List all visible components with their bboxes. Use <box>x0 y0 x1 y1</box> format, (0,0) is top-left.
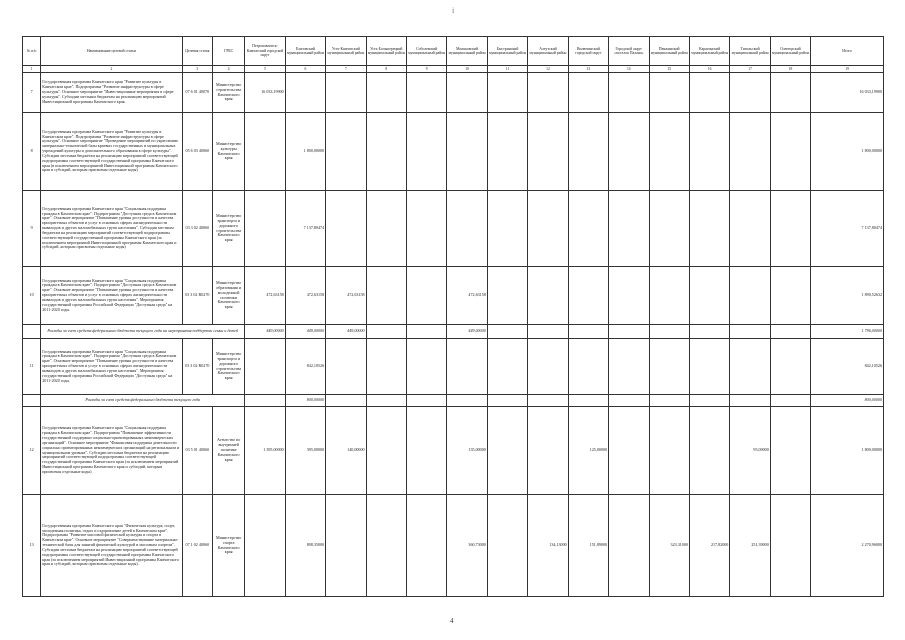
amount-cell <box>528 339 568 395</box>
amount-cell <box>487 267 527 325</box>
total-cell: 16 033,19900 <box>811 73 884 113</box>
amount-cell <box>487 325 527 339</box>
amount-cell <box>568 395 608 407</box>
amount-cell: 449,00000 <box>245 325 285 339</box>
amount-cell <box>770 395 810 407</box>
column-number-cell: 7 <box>326 66 366 73</box>
grbs-cell: Министерство строительства Камчатского края <box>212 73 244 113</box>
amount-cell <box>770 191 810 267</box>
table-row <box>23 339 884 395</box>
amount-cell: 95,00000 <box>730 407 770 495</box>
header-cell: Итого <box>811 37 884 66</box>
amount-cell <box>770 495 810 597</box>
header-cell: Елизовский муниципальный район <box>285 37 325 66</box>
description-cell: Государственная программа Камчатского края "Развитие культуры в Камчатском крае". Подпрограмма "Развитие инфраструктуры в сфере культуры". Основное мероприятие "Инвестиционные мероприятия в сфере культуры". Субсидии местным бюджетам на реализацию мероприятий Инвестиционной программы Камчатского края. <box>41 73 182 113</box>
amount-cell <box>689 407 729 495</box>
amount-cell <box>487 73 527 113</box>
total-cell: 7 137,80474 <box>811 191 884 267</box>
amount-cell <box>689 73 729 113</box>
amount-cell <box>568 325 608 339</box>
description-cell: Государственная программа Камчатского края "Физическая культура, спорт, молодежная политика, отдых и оздоровление детей в Камчатском крае". Подпрограмма "Развитие массовой физической культуры и спорта в Камчатском крае". Основное мероприятие "Совершенствование материально-технической базы для занятий физической культурой и массовым спортом". Субсидии местным бюджетам на реализацию мероприятий соответствующей подпрограммы соответствующей государственной программы Камчатского края (за исключением мероприятий Инвестиционной программы Камчатского края и субсидий, которым присвоены отдельные коды). <box>41 495 182 597</box>
amount-cell <box>447 113 487 191</box>
amount-cell <box>730 113 770 191</box>
column-number-cell: 12 <box>528 66 568 73</box>
amount-cell <box>649 267 689 325</box>
amount-cell <box>326 495 366 597</box>
amount-cell: 472,63158 <box>447 267 487 325</box>
amount-cell: 800,00000 <box>285 395 325 407</box>
amount-cell <box>406 113 446 191</box>
amount-cell <box>366 495 406 597</box>
amount-cell <box>447 191 487 267</box>
header-cell: Мильковский муниципальный район <box>447 37 487 66</box>
amount-cell: 449,00000 <box>326 325 366 339</box>
amount-cell <box>326 339 366 395</box>
amount-cell: 472,63158 <box>326 267 366 325</box>
target-code-cell: 03 3 02 40060 <box>182 191 212 267</box>
amount-cell <box>366 407 406 495</box>
total-cell: 800,00000 <box>811 395 884 407</box>
amount-cell <box>406 395 446 407</box>
total-cell: 1 800,00000 <box>811 407 884 495</box>
amount-cell <box>689 395 729 407</box>
column-number-cell: 1 <box>23 66 41 73</box>
column-number-cell: 16 <box>689 66 729 73</box>
amount-cell <box>609 339 649 395</box>
amount-cell <box>245 339 285 395</box>
row-number-cell: 11 <box>23 339 41 395</box>
column-number-cell: 4 <box>212 66 244 73</box>
amount-cell <box>447 395 487 407</box>
total-cell: 1 796,00000 <box>811 325 884 339</box>
amount-cell <box>447 73 487 113</box>
target-code-cell: 03 3 02 R0270 <box>182 339 212 395</box>
budget-table <box>22 36 884 597</box>
amount-cell <box>649 407 689 495</box>
header-cell: Петропавловск-Камчатский городской округ <box>245 37 285 66</box>
amount-cell <box>689 267 729 325</box>
table-row <box>23 495 884 597</box>
row-number-cell <box>23 395 41 407</box>
amount-cell <box>770 113 810 191</box>
amount-cell <box>447 339 487 395</box>
page-number: 4 <box>450 617 454 625</box>
header-cell: Олюторский муниципальный район <box>770 37 810 66</box>
amount-cell: 808,35000 <box>285 495 325 597</box>
target-code-cell: 03 5 01 40060 <box>182 407 212 495</box>
amount-cell <box>366 267 406 325</box>
amount-cell <box>487 495 527 597</box>
column-number-cell: 13 <box>568 66 608 73</box>
amount-cell <box>568 339 608 395</box>
amount-cell <box>285 73 325 113</box>
amount-cell <box>366 325 406 339</box>
amount-cell <box>487 395 527 407</box>
amount-cell <box>326 191 366 267</box>
amount-cell <box>730 191 770 267</box>
row-number-cell <box>23 325 41 339</box>
column-number-cell: 10 <box>447 66 487 73</box>
amount-cell <box>730 267 770 325</box>
amount-cell <box>326 73 366 113</box>
target-code-cell: 07 6 01 40070 <box>182 73 212 113</box>
amount-cell: 323,31000 <box>649 495 689 597</box>
amount-cell <box>609 407 649 495</box>
column-number-cell: 3 <box>182 66 212 73</box>
amount-cell <box>326 395 366 407</box>
amount-cell: 217,82000 <box>689 495 729 597</box>
amount-cell <box>326 113 366 191</box>
total-cell: 2 270,96000 <box>811 495 884 597</box>
amount-cell <box>609 395 649 407</box>
grbs-cell: Министерство транспорта и дорожного строительства Камчатского края <box>212 339 244 395</box>
column-number-cell: 18 <box>770 66 810 73</box>
subtotal-description-cell: Расходы за счет средств федерального бюджета текущего года <box>41 395 245 407</box>
table-row <box>23 73 884 113</box>
amount-cell <box>609 191 649 267</box>
amount-cell <box>528 191 568 267</box>
description-cell: Государственная программа Камчатского края "Развитие культуры в Камчатском крае". Подпрограмма "Развитие инфраструктуры в сфере культуры". Основное мероприятие "Проведение мероприятий по укреплению материально-технической базы краевых государственных и муниципальных учреждений культуры и дополнительного образования в сфере культуры". Субсидии местным бюджетам на реализацию мероприятий соответствующей подпрограммы соответствующей государственной программы Камчатского края (в исключением мероприятий Инвестиционной программы Камчатского края и субсидий, которым присвоены отдельные коды) <box>41 113 182 191</box>
amount-cell <box>730 73 770 113</box>
amount-cell <box>406 339 446 395</box>
amount-cell <box>245 495 285 597</box>
description-cell: Государственная программа Камчатского края "Социальная поддержка граждан в Камчатском крае". Подпрограмма "Повышение эффективности государственной поддержки социально-ориентированных некоммерческих организаций". Основное мероприятие "Финансовая поддержка деятельности социально ориентированных некоммерческих организаций на региональном и муниципальном уровнях". Субсидии местным бюджетам на реализацию мероприятий соответствующей подпрограммы соответствующей государственной программы Камчатского края (за исключением мероприятий Инвестиционной программы Камчатского края и субсидий, которым присвоены отдельные коды) <box>41 407 182 495</box>
row-number-cell: 13 <box>23 495 41 597</box>
amount-cell <box>689 113 729 191</box>
amount-cell <box>528 267 568 325</box>
grbs-cell: Министерство транспорта и дорожного строительства Камчатского края <box>212 191 244 267</box>
column-number-cell: 14 <box>609 66 649 73</box>
table-row <box>23 191 884 267</box>
amount-cell <box>568 73 608 113</box>
amount-cell: 251,39000 <box>730 495 770 597</box>
grbs-cell: Министерство спорта Камчатского края <box>212 495 244 597</box>
amount-cell <box>487 113 527 191</box>
grbs-cell: Министерство образования и молодежной политики Камчатского края <box>212 267 244 325</box>
amount-cell <box>366 395 406 407</box>
amount-cell <box>730 395 770 407</box>
column-number-row <box>23 66 884 73</box>
header-cell: № п/п <box>23 37 41 66</box>
row-number-cell: 12 <box>23 407 41 495</box>
amount-cell: 7 137,80474 <box>285 191 325 267</box>
grbs-cell: Агентство по внутренней политике Камчатского края <box>212 407 244 495</box>
page-top-mark: i <box>452 6 455 15</box>
amount-cell <box>609 73 649 113</box>
amount-cell <box>487 339 527 395</box>
amount-cell <box>689 191 729 267</box>
amount-cell: 151,89000 <box>568 495 608 597</box>
table-row <box>23 113 884 191</box>
amount-cell <box>366 191 406 267</box>
target-code-cell: 07 1 02 40060 <box>182 495 212 597</box>
amount-cell: 140,00000 <box>326 407 366 495</box>
amount-cell <box>689 339 729 395</box>
header-cell: Быстринский муниципальный район <box>487 37 527 66</box>
amount-cell <box>649 339 689 395</box>
amount-cell <box>366 113 406 191</box>
target-code-cell: 03 3 02 R0270 <box>182 267 212 325</box>
amount-cell <box>770 407 810 495</box>
header-cell: Вилючинский городской округ <box>568 37 608 66</box>
table-header-row <box>23 37 884 66</box>
header-cell: Наименование целевой статьи <box>41 37 182 66</box>
amount-cell <box>406 191 446 267</box>
column-number-cell: 19 <box>811 66 884 73</box>
header-cell: Пенжинский муниципальный район <box>649 37 689 66</box>
row-number-cell: 8 <box>23 113 41 191</box>
amount-cell <box>528 73 568 113</box>
subtotal-row <box>23 395 884 407</box>
amount-cell <box>568 191 608 267</box>
header-cell: Карагинский муниципальный район <box>689 37 729 66</box>
amount-cell: 449,00000 <box>285 325 325 339</box>
subtotal-description-cell: Расходы за счет средств федерального бюджета текущего года на мероприятия поддержки семьи и детей <box>41 325 245 339</box>
amount-cell <box>770 267 810 325</box>
amount-cell <box>649 73 689 113</box>
column-number-cell: 8 <box>366 66 406 73</box>
row-number-cell: 7 <box>23 73 41 113</box>
amount-cell <box>528 113 568 191</box>
amount-cell: 360,73000 <box>447 495 487 597</box>
header-cell: Соболевский муниципальный район <box>406 37 446 66</box>
amount-cell: 16 033,19900 <box>245 73 285 113</box>
amount-cell <box>487 407 527 495</box>
amount-cell: 134,13000 <box>528 495 568 597</box>
column-number-cell: 17 <box>730 66 770 73</box>
amount-cell: 472,63158 <box>285 267 325 325</box>
amount-cell <box>689 325 729 339</box>
amount-cell <box>366 339 406 395</box>
total-cell: 1 800,00000 <box>811 113 884 191</box>
subtotal-row <box>23 325 884 339</box>
amount-cell <box>406 267 446 325</box>
amount-cell <box>528 325 568 339</box>
column-number-cell: 5 <box>245 66 285 73</box>
amount-cell <box>730 325 770 339</box>
amount-cell: 1 395,00000 <box>245 407 285 495</box>
amount-cell <box>649 191 689 267</box>
amount-cell <box>770 339 810 395</box>
description-cell: Государственная программа Камчатского края "Социальная поддержка граждан в Камчатском крае". Подпрограмма "Доступная среда в Камчатском крае". Основное мероприятие "Повышение уровня доступности и качества приоритетных объектов и услуг в основных сферах жизнедеятельности инвалидов и других маломобильных групп населения". Субсидии местным бюджетам на реализацию мероприятий соответствующей подпрограммы соответствующей государственной программы Камчатского края (за исключением мероприятий Инвестиционной программы Камчатского края и субсидий, которым присвоены отдельные коды) <box>41 191 182 267</box>
amount-cell: 125,00000 <box>568 407 608 495</box>
total-cell: 1 890,52632 <box>811 267 884 325</box>
target-code-cell: 05 6 03 40060 <box>182 113 212 191</box>
grbs-cell: Министерство культуры Камчатского края <box>212 113 244 191</box>
header-cell: Усть-Камчатский муниципальный район <box>326 37 366 66</box>
row-number-cell: 9 <box>23 191 41 267</box>
amount-cell <box>649 395 689 407</box>
header-cell: Тигильский муниципальный район <box>730 37 770 66</box>
amount-cell: 449,00000 <box>447 325 487 339</box>
column-number-cell: 9 <box>406 66 446 73</box>
amount-cell <box>528 407 568 495</box>
amount-cell <box>568 113 608 191</box>
amount-cell <box>366 73 406 113</box>
amount-cell <box>245 191 285 267</box>
amount-cell <box>730 339 770 395</box>
table-row <box>23 267 884 325</box>
amount-cell <box>528 395 568 407</box>
amount-cell <box>649 325 689 339</box>
header-cell: Алеутский муниципальный район <box>528 37 568 66</box>
column-number-cell: 2 <box>41 66 182 73</box>
amount-cell <box>649 113 689 191</box>
amount-cell: 395,00000 <box>285 407 325 495</box>
header-cell: Целевая статья <box>182 37 212 66</box>
amount-cell <box>487 191 527 267</box>
total-cell: 842,10526 <box>811 339 884 395</box>
amount-cell <box>406 495 446 597</box>
amount-cell <box>609 495 649 597</box>
header-cell: Усть-Большерецкий муниципальный район <box>366 37 406 66</box>
column-number-cell: 15 <box>649 66 689 73</box>
amount-cell <box>609 267 649 325</box>
column-number-cell: 6 <box>285 66 325 73</box>
amount-cell: 135,00000 <box>447 407 487 495</box>
amount-cell: 472,63158 <box>245 267 285 325</box>
column-number-cell: 11 <box>487 66 527 73</box>
amount-cell <box>245 395 285 407</box>
amount-cell <box>406 407 446 495</box>
amount-cell <box>406 73 446 113</box>
amount-cell <box>568 267 608 325</box>
row-number-cell: 10 <box>23 267 41 325</box>
amount-cell <box>406 325 446 339</box>
header-cell: Городской округ «поселок Палана» <box>609 37 649 66</box>
amount-cell <box>770 325 810 339</box>
amount-cell <box>770 73 810 113</box>
description-cell: Государственная программа Камчатского края "Социальная поддержка граждан в Камчатском крае". Подпрограмма "Доступная среда в Камчатском крае". Основное мероприятие "Повышение уровня доступности и качества приоритетных объектов и услуг в основных сферах жизнедеятельности инвалидов и других маломобильных групп населения". Мероприятия государственной программы Российской Федерации "Доступная среда" на 2011-2020 годы. <box>41 267 182 325</box>
header-cell: ГРБС <box>212 37 244 66</box>
amount-cell <box>609 325 649 339</box>
table-row <box>23 407 884 495</box>
amount-cell: 842,10526 <box>285 339 325 395</box>
amount-cell: 1 800,00000 <box>285 113 325 191</box>
amount-cell <box>609 113 649 191</box>
description-cell: Государственная программа Камчатского края "Социальная поддержка граждан в Камчатском крае". Подпрограмма "Доступная среда в Камчатском крае". Основное мероприятие "Повышение уровня доступности и качества приоритетных объектов и услуг в основных сферах жизнедеятельности инвалидов и других маломобильных групп населения". Мероприятия государственной программы Российской Федерации "Доступная среда" на 2011-2020 годы. <box>41 339 182 395</box>
amount-cell <box>245 113 285 191</box>
